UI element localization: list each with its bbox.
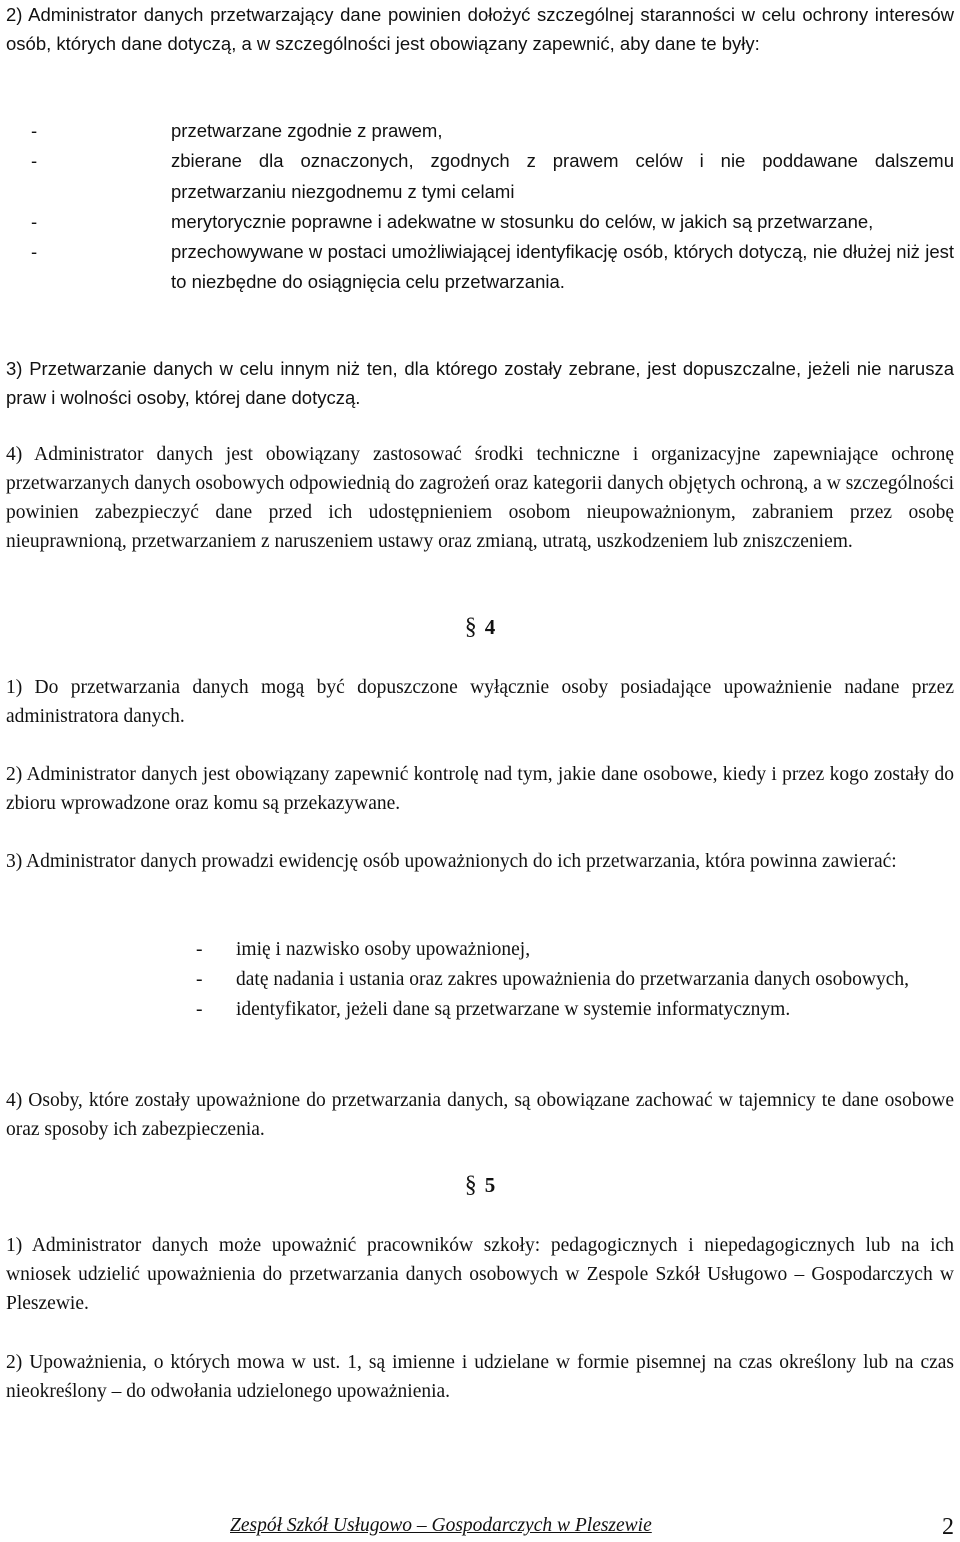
list-item — [196, 965, 954, 995]
list-item — [31, 207, 954, 237]
section-4-paragraph-3: 3) Administrator danych prowadzi ewidencję osób upoważnionych do ich przetwarzania, która powinna zawierać: — [6, 851, 897, 872]
section-5-paragraph-2: 2) Upoważnienia, o których mowa w ust. 1, są imienne i udzielane w formie pisemnej na czas określony lub na czas nieokreślony – do odwołania udzielonego upoważnienia. — [6, 1352, 954, 1402]
section-symbol: § — [464, 1172, 477, 1198]
paragraph-3: 3) Przetwarzanie danych w celu innym niż ten, dla którego zostały zebrane, jest dopuszczalne, jeżeli nie narusza praw i wolności osoby, której dane dotyczą. — [6, 358, 954, 408]
registry-fields-list — [196, 935, 954, 1025]
footer-school-name: Zespół Szkół Usługowo – Gospodarczych w Pleszewie — [230, 1515, 652, 1536]
section-4-heading — [6, 614, 954, 641]
section-4-paragraph-4: 4) Osoby, które zostały upoważnione do przetwarzania danych, są obowiązane zachować w tajemnicy te dane osobowe oraz sposoby ich zabezpieczenia. — [6, 1090, 954, 1140]
section-number: 4 — [484, 615, 496, 639]
list-item — [31, 237, 954, 298]
dash-marker: - — [31, 120, 38, 141]
list-item-text: przechowywane w postaci umożliwiającej identyfikację osób, których dotyczą, nie dłużej niż jest to niezbędne do osiągnięcia celu przetwarzania. — [171, 241, 954, 293]
page-number: 2 — [942, 1514, 954, 1540]
paragraph-4: 4) Administrator danych jest obowiązany zastosować środki techniczne i organizacyjne zapewniające ochronę przetwarzanych danych osobowych odpowiednią do zagrożeń oraz kategorii danych objętych ochroną, a w szczególności powinien zabezpieczyć dane przed ich udostępnieniem osobom nieupoważnionym, zabraniem przez osobę nieuprawnioną, przetwarzaniem z naruszeniem ustawy oraz zmianą, utratą, uszkodzeniem lub zniszczeniem. — [6, 444, 954, 552]
section-5-paragraph-1: 1) Administrator danych może upoważnić pracowników szkoły: pedagogicznych i niepedagogicznych lub na ich wniosek udzielić upoważnienia do przetwarzania danych osobowych w Zespole Szkół Usługowo – Gospodarczych w Pleszewie. — [6, 1235, 954, 1314]
section-4-paragraph-2: 2) Administrator danych jest obowiązany zapewnić kontrolę nad tym, jakie dane osobowe, kiedy i przez kogo zostały do zbioru wprowadzone oraz komu są przekazywane. — [6, 764, 954, 814]
dash-marker: - — [196, 939, 203, 960]
list-item — [196, 995, 954, 1025]
list-item — [31, 146, 954, 207]
list-item — [196, 935, 954, 965]
list-item-text: datę nadania i ustania oraz zakres upoważnienia do przetwarzania danych osobowych, — [236, 969, 909, 990]
list-item — [31, 116, 954, 146]
section-5-heading — [6, 1172, 954, 1199]
list-item-text: merytorycznie poprawne i adekwatne w stosunku do celów, w jakich są przetwarzane, — [171, 210, 874, 232]
section-number: 5 — [484, 1173, 496, 1197]
list-item-text: identyfikator, jeżeli dane są przetwarzane w systemie informatycznym. — [236, 999, 791, 1020]
list-item-text: imię i nazwisko osoby upoważnionej, — [236, 939, 531, 960]
dash-marker: - — [31, 150, 38, 172]
list-item-text: zbierane dla oznaczonych, zgodnych z prawem celów i nie poddawane dalszemu przetwarzaniu niezgodnemu z tymi celami — [171, 150, 954, 202]
section-4-paragraph-1: 1) Do przetwarzania danych mogą być dopuszczone wyłącznie osoby posiadające upoważnienie nadane przez administratora danych. — [6, 677, 954, 727]
list-item-text: przetwarzane zgodnie z prawem, — [171, 120, 443, 141]
paragraph-2-intro: 2) Administrator danych przetwarzający dane powinien dołożyć szczególnej staranności w celu ochrony interesów osób, których dane dotyczą, a w szczególności jest obowiązany zapewnić, aby dane te były: — [6, 4, 954, 54]
dash-marker: - — [31, 241, 38, 263]
section-symbol: § — [464, 614, 477, 640]
dash-marker: - — [196, 999, 203, 1020]
dash-marker: - — [31, 210, 38, 232]
dash-marker: - — [196, 969, 203, 990]
requirements-list — [31, 116, 954, 298]
